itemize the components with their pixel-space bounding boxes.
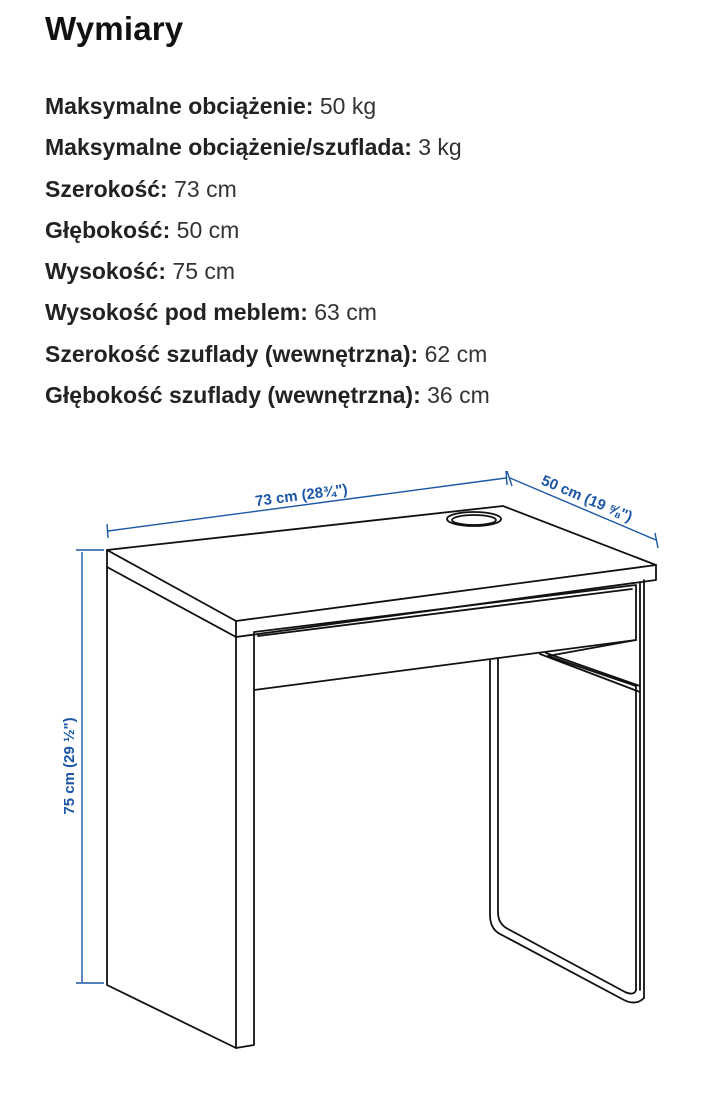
- cable-hole-inner: [452, 515, 496, 525]
- spec-value: 50 cm: [170, 216, 240, 243]
- right-leg-front: [490, 660, 644, 1003]
- spec-height-under-furniture: [45, 292, 490, 333]
- desk-top-front-edge: [107, 550, 236, 637]
- page-title: Wymiary: [45, 10, 184, 47]
- spec-label: Głębokość szuflady (wewnętrzna):: [45, 382, 421, 409]
- spec-max-load-drawer: [45, 127, 490, 168]
- spec-value: 50 kg: [313, 93, 377, 119]
- height-label: 75 cm (29 ½"): [61, 717, 78, 815]
- left-panel-outer: [107, 567, 236, 1048]
- spec-label: Maksymalne obciążenie:: [45, 93, 314, 119]
- spec-height: [45, 251, 490, 292]
- spec-label: Szerokość szuflady (wewnętrzna):: [45, 340, 419, 367]
- desk-top: [107, 506, 656, 621]
- spec-width: [45, 169, 490, 210]
- width-tick-right: [506, 471, 507, 485]
- spec-label: Szerokość:: [45, 175, 168, 202]
- left-panel-inner: [236, 690, 254, 1048]
- spec-label: Wysokość pod meblem:: [45, 299, 308, 326]
- desk-dimension-diagram: [0, 440, 720, 1104]
- spec-value: 73 cm: [167, 175, 237, 202]
- width-label: 73 cm (28¾"): [254, 481, 349, 511]
- spec-drawer-width: [45, 334, 490, 375]
- spec-value: 75 cm: [166, 258, 236, 285]
- width-tick-left: [107, 524, 108, 538]
- spec-value: 36 cm: [420, 382, 490, 409]
- drawer-front: [254, 585, 636, 690]
- back-panel-edge: [540, 654, 640, 692]
- drawer-inner-line: [258, 589, 632, 636]
- spec-value: 63 cm: [307, 299, 377, 326]
- spec-value: 3 kg: [411, 134, 462, 161]
- back-panel-edge-2: [546, 653, 640, 686]
- spec-label: Wysokość:: [45, 258, 167, 285]
- depth-label: 50 cm (19 ⅝"): [538, 472, 635, 526]
- spec-max-load: [45, 86, 490, 127]
- spec-label: Maksymalne obciążenie/szuflada:: [45, 134, 412, 161]
- spec-value: 62 cm: [418, 340, 488, 367]
- spec-depth: [45, 210, 490, 251]
- desk-drawing: [107, 506, 656, 1048]
- spec-list: [45, 86, 490, 416]
- dimension-lines: [76, 471, 658, 983]
- spec-label: Głębokość:: [45, 216, 171, 243]
- spec-drawer-depth: [45, 375, 490, 416]
